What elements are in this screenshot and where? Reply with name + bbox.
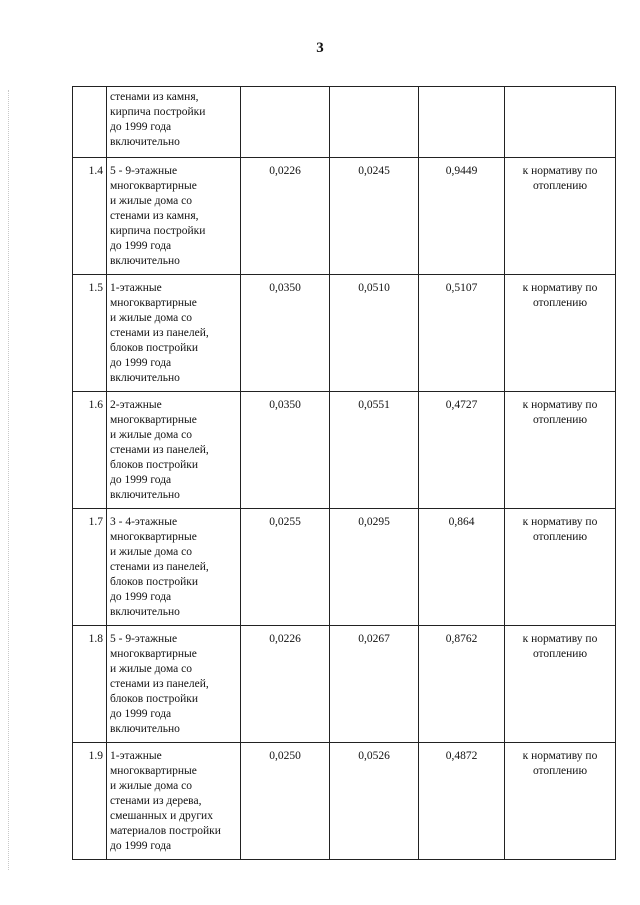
row-description: 1-этажные многоквартирные и жилые дома со стенами из дерева, смешанных и других материалов постройки до 1999 года xyxy=(107,743,241,860)
row-value-2: 0,0245 xyxy=(330,158,419,275)
table-row xyxy=(73,158,616,275)
row-note: к нормативу по отоплению xyxy=(505,158,616,275)
table-row xyxy=(73,275,616,392)
row-value-3: 0,864 xyxy=(419,509,505,626)
row-number: 1.4 xyxy=(73,158,107,275)
row-value-1: 0,0226 xyxy=(241,158,330,275)
row-value-3 xyxy=(419,87,505,158)
row-number: 1.6 xyxy=(73,392,107,509)
row-value-3: 0,5107 xyxy=(419,275,505,392)
row-value-2: 0,0510 xyxy=(330,275,419,392)
row-note: к нормативу по отоплению xyxy=(505,392,616,509)
row-number xyxy=(73,87,107,158)
row-note: к нормативу по отоплению xyxy=(505,626,616,743)
page-number: 3 xyxy=(316,40,324,56)
tariff-table-body xyxy=(73,87,616,860)
table-row xyxy=(73,392,616,509)
row-value-2: 0,0526 xyxy=(330,743,419,860)
row-note xyxy=(505,87,616,158)
row-value-3: 0,4872 xyxy=(419,743,505,860)
table-row xyxy=(73,743,616,860)
row-value-3: 0,9449 xyxy=(419,158,505,275)
row-value-2: 0,0551 xyxy=(330,392,419,509)
row-value-2: 0,0295 xyxy=(330,509,419,626)
table-row xyxy=(73,87,616,158)
row-value-3: 0,8762 xyxy=(419,626,505,743)
row-description: 3 - 4-этажные многоквартирные и жилые дома со стенами из панелей, блоков постройки до 1999 года включительно xyxy=(107,509,241,626)
row-description: 1-этажные многоквартирные и жилые дома со стенами из панелей, блоков постройки до 1999 года включительно xyxy=(107,275,241,392)
row-value-2 xyxy=(330,87,419,158)
row-number: 1.5 xyxy=(73,275,107,392)
row-value-1: 0,0226 xyxy=(241,626,330,743)
row-description: стенами из камня, кирпича постройки до 1999 года включительно xyxy=(107,87,241,158)
row-note: к нормативу по отоплению xyxy=(505,275,616,392)
row-number: 1.9 xyxy=(73,743,107,860)
row-note: к нормативу по отоплению xyxy=(505,743,616,860)
row-number: 1.7 xyxy=(73,509,107,626)
row-value-1 xyxy=(241,87,330,158)
table-row xyxy=(73,509,616,626)
row-value-1: 0,0255 xyxy=(241,509,330,626)
row-value-1: 0,0350 xyxy=(241,392,330,509)
row-value-3: 0,4727 xyxy=(419,392,505,509)
tariff-table xyxy=(72,86,616,860)
row-description: 5 - 9-этажные многоквартирные и жилые дома со стенами из камня, кирпича постройки до 1999 года включительно xyxy=(107,158,241,275)
row-description: 2-этажные многоквартирные и жилые дома со стенами из панелей, блоков постройки до 1999 года включительно xyxy=(107,392,241,509)
row-value-1: 0,0250 xyxy=(241,743,330,860)
row-description: 5 - 9-этажные многоквартирные и жилые дома со стенами из панелей, блоков постройки до 1999 года включительно xyxy=(107,626,241,743)
row-number: 1.8 xyxy=(73,626,107,743)
table-row xyxy=(73,626,616,743)
row-value-2: 0,0267 xyxy=(330,626,419,743)
row-value-1: 0,0350 xyxy=(241,275,330,392)
row-note: к нормативу по отоплению xyxy=(505,509,616,626)
page-binding-edge xyxy=(8,90,9,870)
